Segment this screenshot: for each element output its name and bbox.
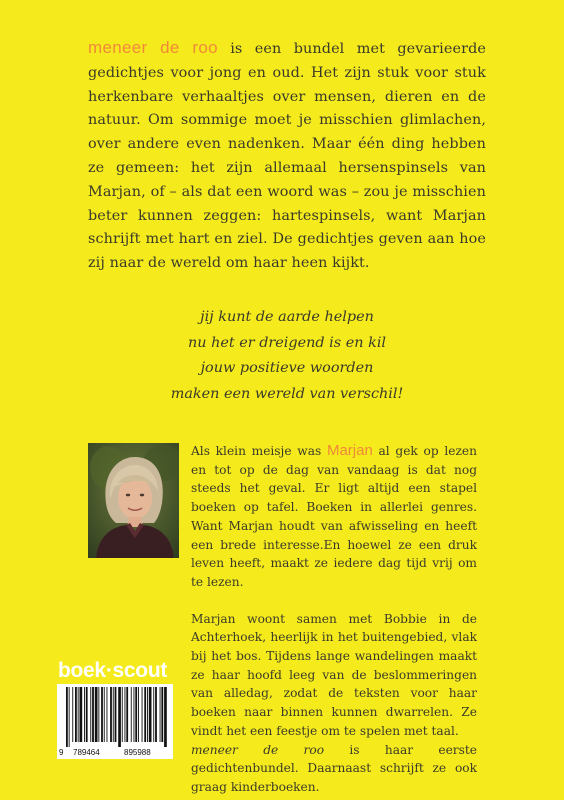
- barcode-bar: [164, 687, 167, 747]
- bio-text: is haar eerste gedichtenbundel. Daarnaast schrijft ze ook graag kinderboeken.: [191, 742, 477, 794]
- barcode-bar: [90, 687, 91, 742]
- isbn-barcode: [57, 684, 173, 759]
- bio-text: al gek op lezen en tot op de dag van vandaag is dat nog steeds het geval. Er ligt altijd een stapel boeken op tafel. Boeken in allerlei genres. Want Marjan houdt van afwisseling en heeft een brede interesse.En hoewel ze een druk leven heeft, maakt ze iedere dag tijd vrij om te lezen.: [191, 444, 477, 589]
- barcode-bar: [110, 687, 112, 742]
- barcode-bar: [149, 687, 152, 742]
- bio-paragraph-1: [191, 442, 477, 592]
- poem-line: maken een wereld van verschil!: [170, 385, 404, 402]
- barcode-bar: [72, 687, 73, 742]
- author-photo: [88, 443, 179, 558]
- publisher-logo: [58, 659, 171, 683]
- barcode-bar: [161, 687, 163, 742]
- bio-paragraph-2: [191, 610, 477, 797]
- barcode-bar: [101, 687, 103, 742]
- bio-text: Als klein meisje was: [191, 444, 327, 458]
- publisher-logo-part: scout: [112, 659, 168, 682]
- author-bio: [191, 442, 477, 797]
- author-name-accent: Marjan: [326, 442, 373, 459]
- barcode-bar: [147, 687, 148, 742]
- barcode-bar: [66, 687, 68, 747]
- barcode-bar: [84, 687, 85, 742]
- publisher-logo-dot: ·: [105, 659, 113, 682]
- barcode-bar: [107, 687, 108, 742]
- barcode-bar: [115, 687, 117, 742]
- barcode-bar: [134, 687, 135, 742]
- intro-text: is een bundel met gevarieerde gedichtjes voor jong en oud. Het zijn stuk voor stuk herkenbare verhaaltjes over mensen, dieren en de natuur. Om sommige moet je misschien glimlachen, over andere even nadenken. Maar één ding hebben ze gemeen: het zijn allemaal hersenspinsels van Marjan, of – als dat een woord was – zou je misschien beter kunnen zeggen: hartespinsels, want Marjan schrijft met hart en ziel. De gedichtjes geven aan hoe zij naar de wereld om haar heen kijkt.: [88, 41, 487, 272]
- poem-line: jij kunt de aarde helpen: [200, 309, 374, 325]
- barcode-bar: [104, 687, 105, 742]
- barcode-group-2: 895988: [124, 748, 151, 757]
- barcode-bar: [75, 687, 77, 742]
- poem-line: nu het er dreigend is en kil: [187, 334, 387, 351]
- barcode-bar: [144, 687, 146, 742]
- barcode-bar: [69, 687, 70, 747]
- barcode-bar: [80, 687, 83, 742]
- barcode-bars: [57, 684, 173, 748]
- barcode-bar: [155, 687, 157, 742]
- barcode-bar: [135, 687, 137, 742]
- barcode-bar: [126, 687, 128, 742]
- barcode-bar: [125, 687, 126, 742]
- barcode-bar: [113, 687, 114, 742]
- barcode-bar: [138, 687, 139, 742]
- barcode-bar: [142, 687, 143, 742]
- barcode-bar: [153, 687, 154, 742]
- poem-line: jouw positieve woorden: [200, 360, 374, 376]
- barcode-bar: [98, 687, 99, 742]
- intro-paragraph: [88, 36, 486, 276]
- poem-excerpt: [88, 305, 486, 407]
- barcode-bar: [78, 687, 79, 742]
- barcode-prefix: 9: [59, 748, 64, 757]
- barcode-group-1: 789464: [73, 748, 100, 757]
- barcode-bar: [92, 687, 94, 742]
- barcode-bar: [118, 687, 121, 747]
- barcode-bar: [131, 687, 132, 742]
- book-title-accent: meneer de roo: [88, 38, 218, 57]
- barcode-bar: [160, 687, 161, 742]
- publisher-logo-part: boek: [58, 659, 106, 682]
- barcode-bar: [95, 687, 98, 742]
- barcode-bar: [86, 687, 88, 742]
- barcode-bar: [122, 687, 123, 742]
- book-title-italic: meneer de roo: [191, 742, 325, 757]
- bio-text: Marjan woont samen met Bobbie in de Achterhoek, heerlijk in het buitengebied, vlak bij het bos. Tijdens lange wandelingen maakt ze haar hoofd leeg van de beslommeringen van alledag, zodat de teksten voor haar boeken naar binnen kunnen dwarrelen. Ze vindt het een feestje om te spelen met taal.: [191, 611, 477, 738]
